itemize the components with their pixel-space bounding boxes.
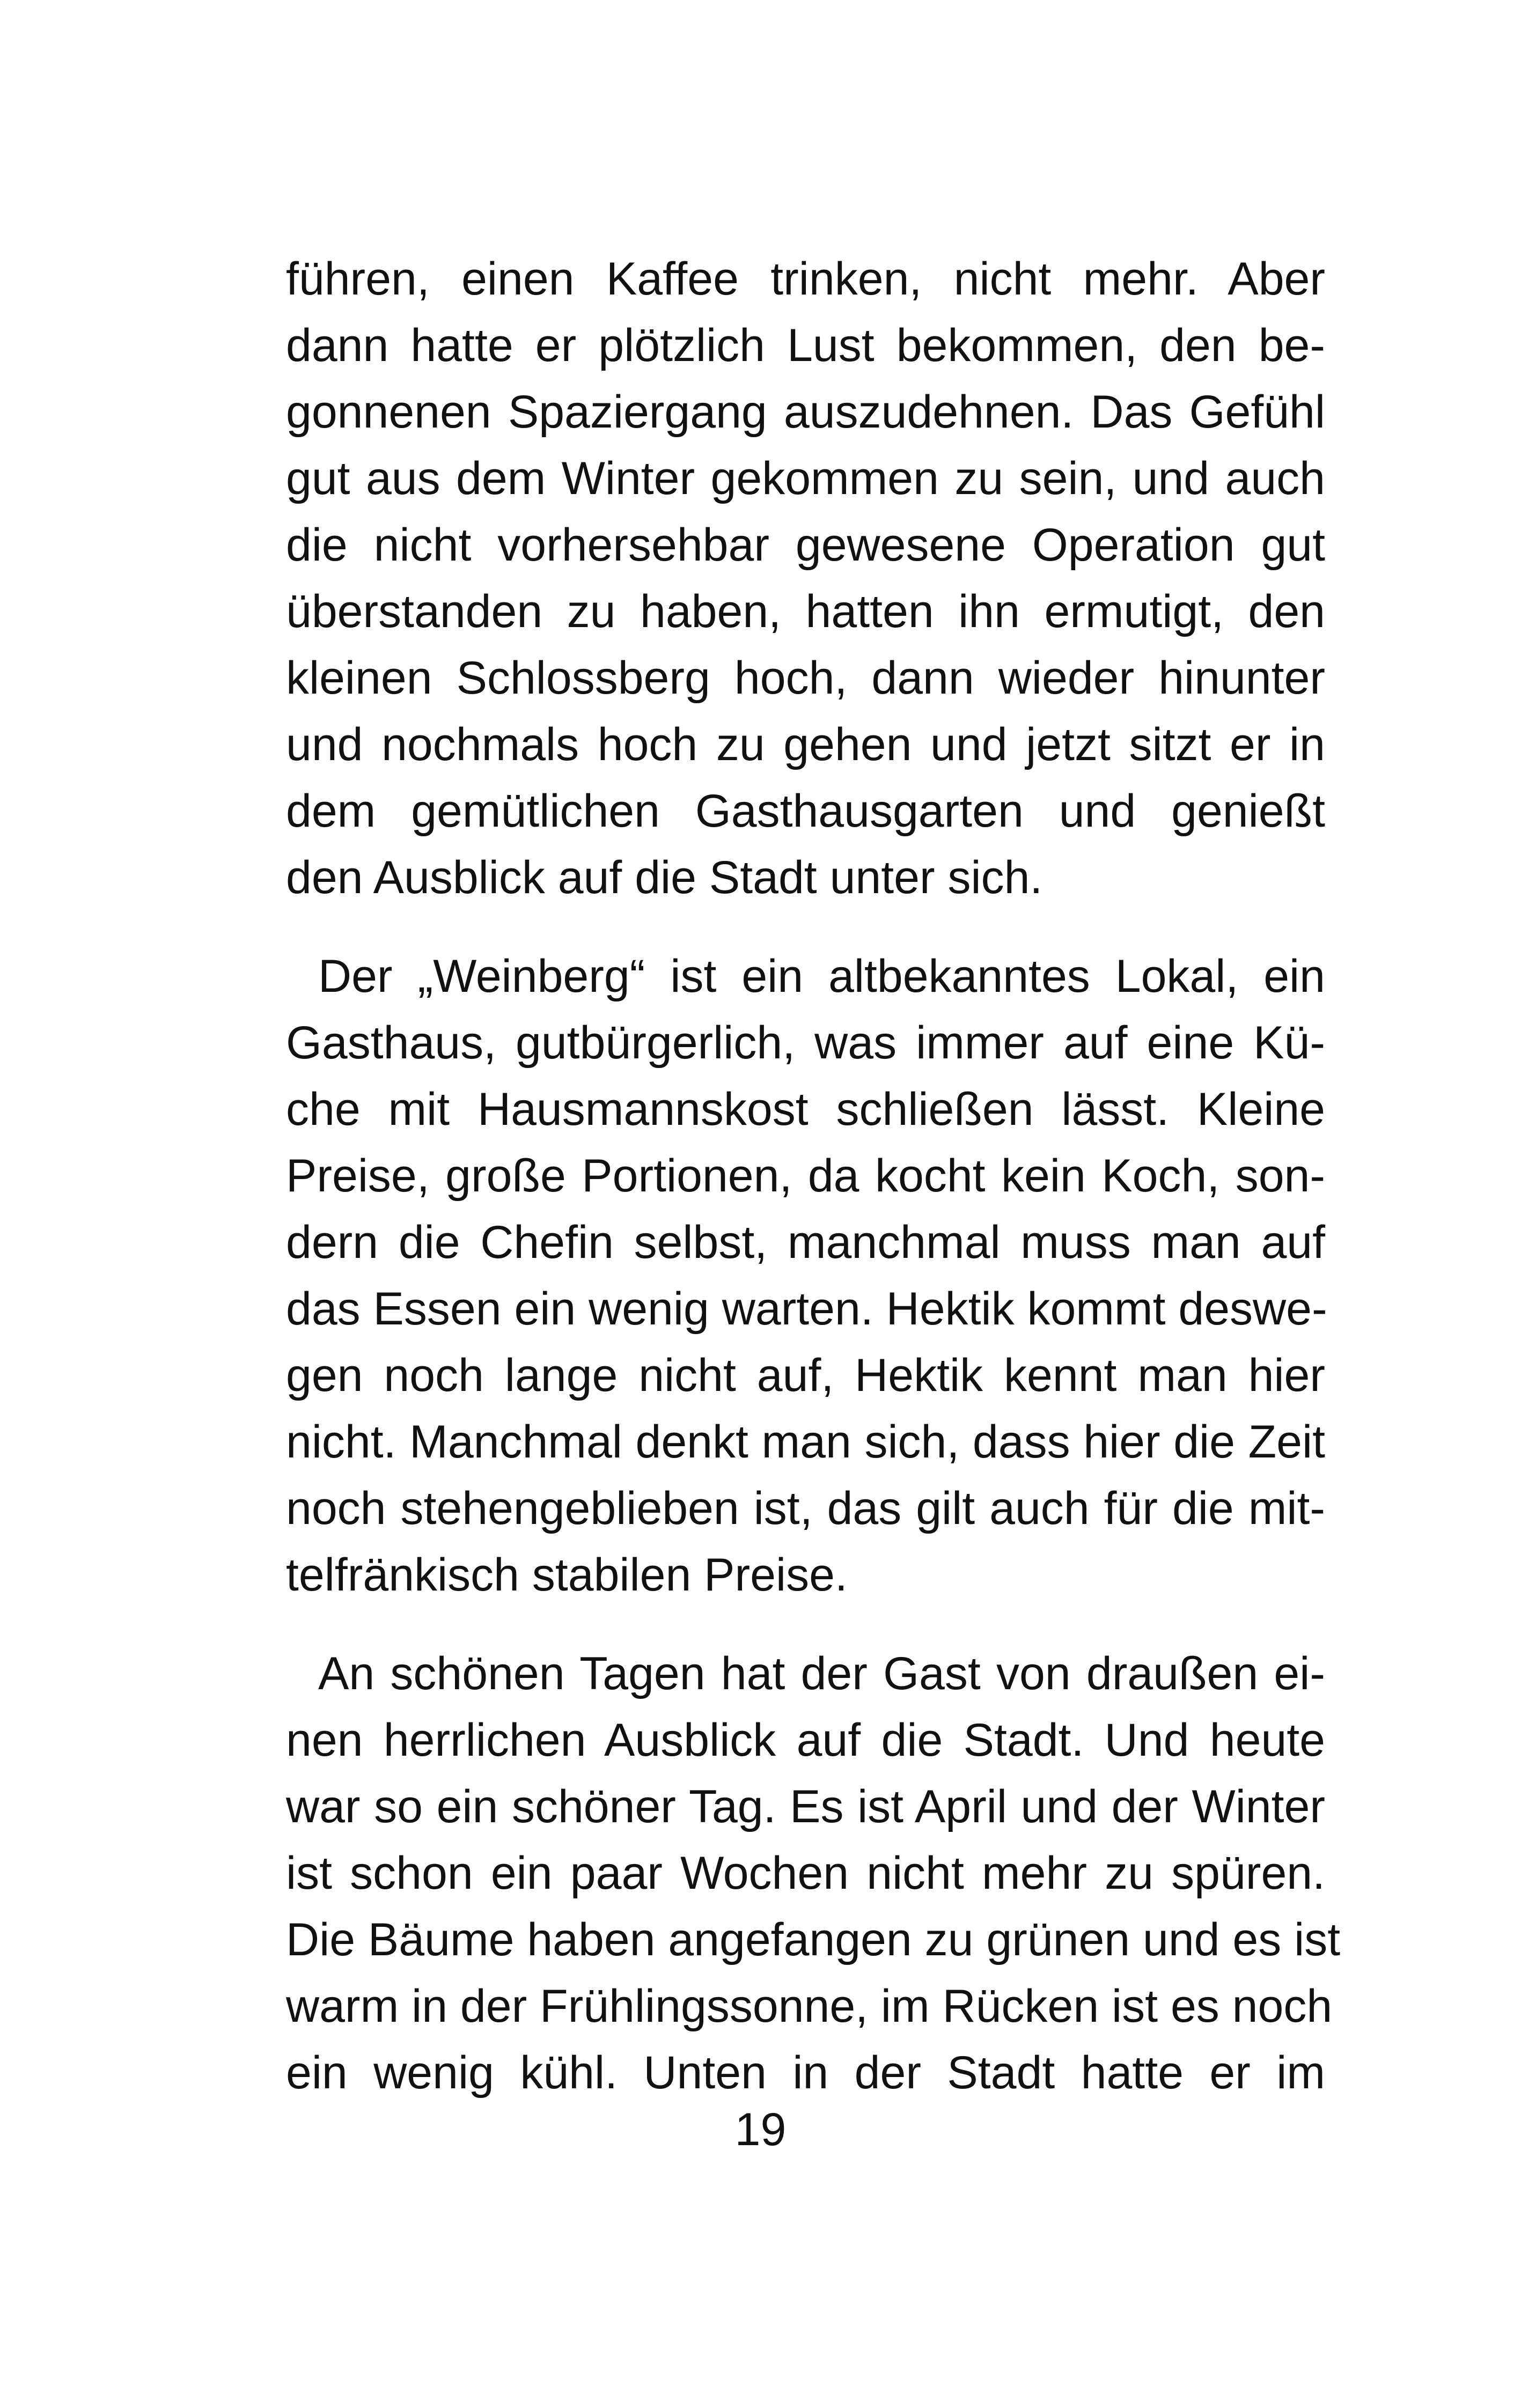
text-line: dann hatte er plötzlich Lust bekommen, den be- xyxy=(286,320,1325,371)
text-line: ein wenig kühl. Unten in der Stadt hatte er im xyxy=(286,2047,1325,2098)
paragraph-2 xyxy=(286,943,1325,1608)
text-line: und nochmals hoch zu gehen und jetzt sitzt er in xyxy=(286,719,1325,770)
text-line: warm in der Frühlingssonne, im Rücken ist es noch xyxy=(286,1980,1333,2032)
text-line: che mit Hausmannskost schließen lässt. Kleine xyxy=(286,1084,1325,1135)
text-line: gen noch lange nicht auf, Hektik kennt man hier xyxy=(286,1350,1325,1401)
text-line: den Ausblick auf die Stadt unter sich. xyxy=(286,852,1043,903)
text-line: An schönen Tagen hat der Gast von draußen ei- xyxy=(318,1648,1325,1699)
text-line: Gasthaus, gutbürgerlich, was immer auf eine Kü- xyxy=(286,1017,1325,1069)
paragraph-1 xyxy=(286,246,1325,911)
text-line: dern die Chefin selbst, manchmal muss man auf xyxy=(286,1217,1325,1268)
text-line: telfränkisch stabilen Preise. xyxy=(286,1549,848,1601)
text-line: ist schon ein paar Wochen nicht mehr zu spüren. xyxy=(286,1847,1325,1899)
text-line: Der „Weinberg“ ist ein altbekanntes Lokal, ein xyxy=(318,951,1325,1002)
text-line: das Essen ein wenig warten. Hektik kommt deswe- xyxy=(286,1283,1327,1335)
text-line: noch stehengeblieben ist, das gilt auch für die mit- xyxy=(286,1483,1325,1534)
text-line: führen, einen Kaffee trinken, nicht mehr. Aber xyxy=(286,253,1325,305)
text-line: die nicht vorhersehbar gewesene Operation gut xyxy=(286,519,1325,571)
text-line: dem gemütlichen Gasthausgarten und genießt xyxy=(286,785,1325,837)
text-line: gut aus dem Winter gekommen zu sein, und auch xyxy=(286,453,1325,504)
text-line: Die Bäume haben angefangen zu grünen und es ist xyxy=(286,1914,1341,1965)
text-line: Preise, große Portionen, da kocht kein Koch, son- xyxy=(286,1150,1325,1202)
text-line: nicht. Manchmal denkt man sich, dass hier die Zeit xyxy=(286,1416,1325,1468)
body-text xyxy=(286,246,1341,2138)
text-line: überstanden zu haben, hatten ihn ermutigt, den xyxy=(286,586,1325,637)
text-line: nen herrlichen Ausblick auf die Stadt. Und heute xyxy=(286,1714,1325,1766)
text-line: gonnenen Spaziergang auszudehnen. Das Gefühl xyxy=(286,386,1325,438)
text-line: kleinen Schlossberg hoch, dann wieder hinunter xyxy=(286,652,1325,704)
page-number: 19 xyxy=(734,2104,787,2155)
paragraph-3 xyxy=(286,1640,1341,2106)
text-line: war so ein schöner Tag. Es ist April und der Winter xyxy=(286,1781,1325,1832)
